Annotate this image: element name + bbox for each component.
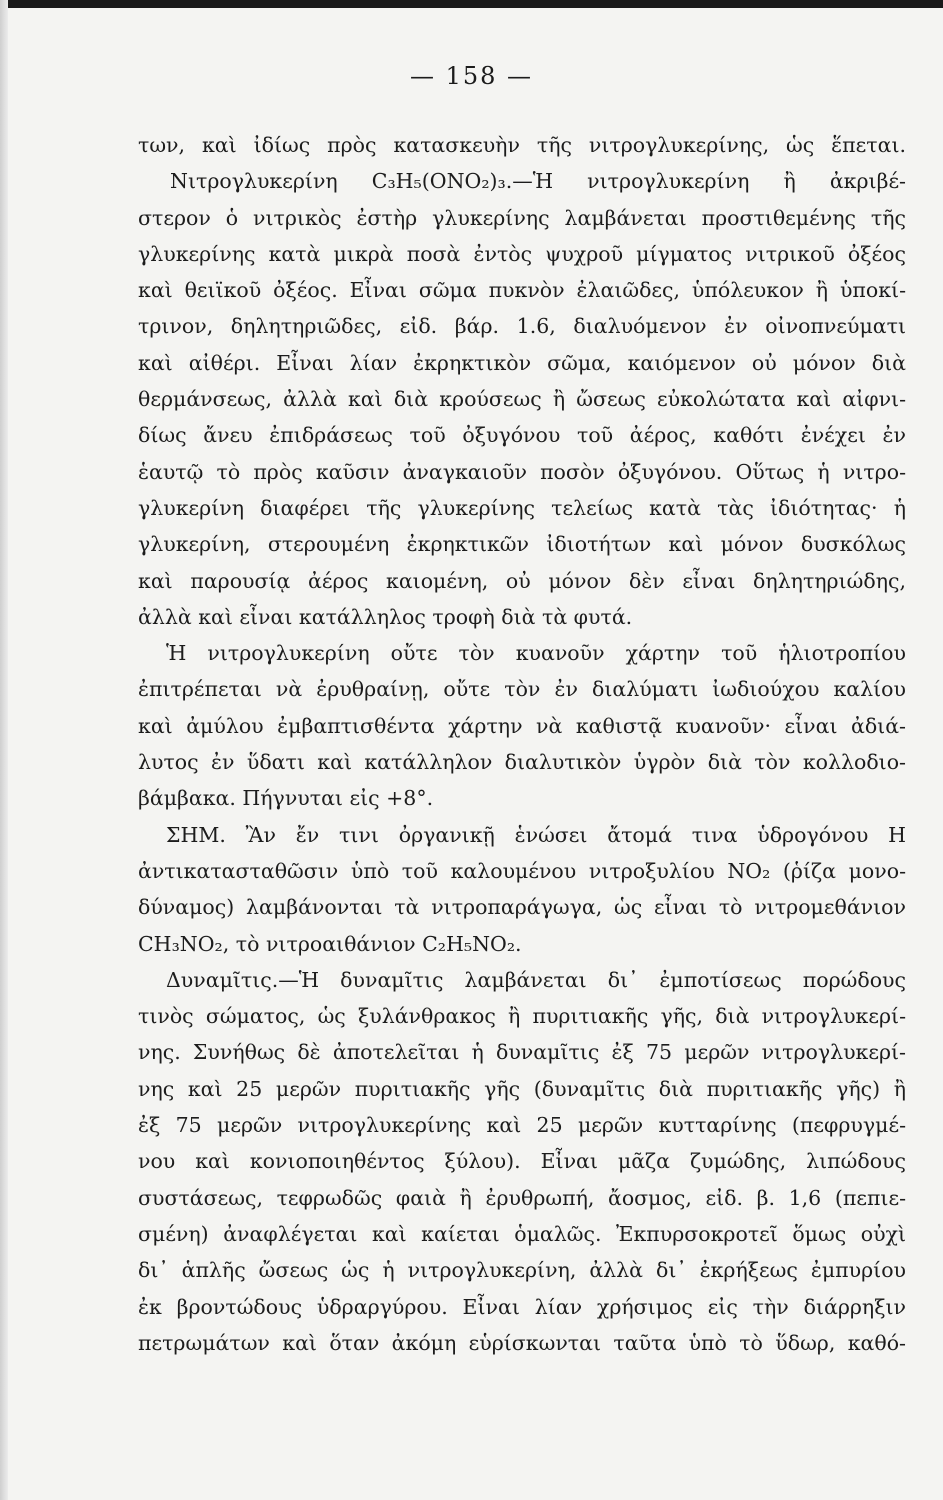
text-line: θερμάνσεως, ἀλλὰ καὶ διὰ κρούσεως ἢ ὤσεως εὐκολώτατα καὶ αἰφνι- (138, 387, 906, 412)
text-line: ΣΗΜ. Ἂν ἔν τινι ὀργανικῇ ἑνώσει ἄτομά τινα ὑδρογόνου Η (166, 822, 906, 847)
text-line: γλυκερίνης κατὰ μικρὰ ποσὰ ἐντὸς ψυχροῦ μίγματος νιτρικοῦ ὀξέος (138, 241, 906, 266)
text-line: σμένη) ἀναφλέγεται καὶ καίεται ὁμαλῶς. Ἐκπυρσοκροτεῖ ὅμως οὐχὶ (138, 1221, 906, 1246)
text-line: βάμβακα. Πήγνυται εἰς +8°. (138, 786, 434, 811)
page-body (138, 127, 906, 1361)
text-line: ἐξ 75 μερῶν νιτρογλυκερίνης καὶ 25 μερῶν κυτταρίνης (πεφρυγμέ- (138, 1113, 906, 1138)
text-line: ἐπιτρέπεται νὰ ἐρυθραίνῃ, οὔτε τὸν ἐν διαλύματι ἰωδιούχου καλίου (138, 677, 906, 702)
text-line: συστάσεως, τεφρωδῶς φαιὰ ἢ ἐρυθρωπή, ἄοσμος, εἰδ. β. 1,6 (πεπιε- (138, 1185, 906, 1210)
text-line: λυτος ἐν ὕδατι καὶ κατάλληλον διαλυτικὸν ὑγρὸν διὰ τὸν κολλοδιο- (138, 750, 906, 775)
text-line: CH₃NO₂, τὸ νιτροαιθάνιον C₂H₅NO₂. (138, 931, 522, 956)
text-line: Δυναμῖτις.—Ἡ δυναμῖτις λαμβάνεται δι᾽ ἐμποτίσεως πορώδους (166, 967, 906, 992)
text-line: νου καὶ κονιοποιηθέντος ξύλου). Εἶναι μᾶζα ζυμώδης, λιπώδους (138, 1149, 906, 1174)
text-line: καὶ θειϊκοῦ ὀξέος. Εἶναι σῶμα πυκνὸν ἐλαιῶδες, ὑπόλευκον ἢ ὑποκί- (138, 278, 906, 303)
text-line: δίως ἄνευ ἐπιδράσεως τοῦ ὀξυγόνου τοῦ ἀέρος, καθότι ἐνέχει ἐν (138, 423, 906, 448)
text-line: πετρωμάτων καὶ ὅταν ἀκόμη εὑρίσκωνται ταῦτα ὑπὸ τὸ ὕδωρ, καθό- (138, 1330, 906, 1355)
text-line: γλυκερίνη διαφέρει τῆς γλυκερίνης τελείως κατὰ τὰς ἰδιότητας· ἡ (138, 495, 906, 520)
scan-top-edge (0, 0, 943, 8)
text-line: τρινον, δηλητηριῶδες, εἰδ. βάρ. 1.6, διαλυόμενον ἐν οἰνοπνεύματι (138, 314, 906, 339)
text-line: Νιτρογλυκερίνη C₃H₅(ONO₂)₃.—Ἡ νιτρογλυκερίνη ἢ ἀκριβέ- (170, 169, 906, 194)
text-line: στερον ὁ νιτρικὸς ἐστὴρ γλυκερίνης λαμβάνεται προστιθεμένης τῆς (138, 205, 906, 230)
text-line: νης καὶ 25 μερῶν πυριτιακῆς γῆς (δυναμῖτις διὰ πυριτιακῆς γῆς) ἢ (138, 1076, 906, 1101)
text-line: των, καὶ ἰδίως πρὸς κατασκευὴν τῆς νιτρογλυκερίνης, ὡς ἕπεται. (138, 133, 906, 157)
text-line: καὶ ἀμύλου ἐμβαπτισθέντα χάρτην νὰ καθιστᾷ κυανοῦν· εἶναι ἀδιά- (138, 713, 906, 738)
page-number: — 158 — (409, 62, 534, 90)
page-gutter-shadow (0, 0, 8, 1500)
text-line: τινὸς σώματος, ὡς ξυλάνθρακος ἢ πυριτιακῆς γῆς, διὰ νιτρογλυκερί- (138, 1004, 906, 1029)
text-line: δύναμος) λαμβάνονται τὰ νιτροπαράγωγα, ὡς εἶναι τὸ νιτρομεθάνιον (138, 895, 906, 920)
text-line: Ἡ νιτρογλυκερίνη οὔτε τὸν κυανοῦν χάρτην τοῦ ἡλιοτροπίου (166, 641, 906, 666)
text-line: καὶ παρουσίᾳ ἀέρος καιομένη, οὐ μόνον δὲν εἶναι δηλητηριώδης, (138, 568, 906, 593)
text-line: ἑαυτῷ τὸ πρὸς καῦσιν ἀναγκαιοῦν ποσὸν ὀξυγόνου. Οὕτως ἡ νιτρο- (138, 459, 906, 484)
text-line: νης. Συνήθως δὲ ἀποτελεῖται ἡ δυναμῖτις ἐξ 75 μερῶν νιτρογλυκερί- (138, 1040, 906, 1065)
text-line: καὶ αἰθέρι. Εἶναι λίαν ἐκρηκτικὸν σῶμα, καιόμενον οὐ μόνον διὰ (138, 350, 906, 375)
text-line: δι᾽ ἁπλῆς ὤσεως ὡς ἡ νιτρογλυκερίνη, ἀλλὰ δι᾽ ἐκρήξεως ἐμπυρίου (138, 1258, 906, 1283)
text-line: γλυκερίνη, στερουμένη ἐκρηκτικῶν ἰδιοτήτων καὶ μόνον δυσκόλως (138, 532, 906, 557)
text-line: ἀλλὰ καὶ εἶναι κατάλληλος τροφὴ διὰ τὰ φυτά. (138, 604, 633, 629)
text-line: ἐκ βροντώδους ὑδραργύρου. Εἶναι λίαν χρήσιμος εἰς τὴν διάρρηξιν (138, 1294, 906, 1319)
text-line: ἀντικατασταθῶσιν ὑπὸ τοῦ καλουμένου νιτροξυλίου NO₂ (ῥίζα μονο- (138, 858, 906, 883)
